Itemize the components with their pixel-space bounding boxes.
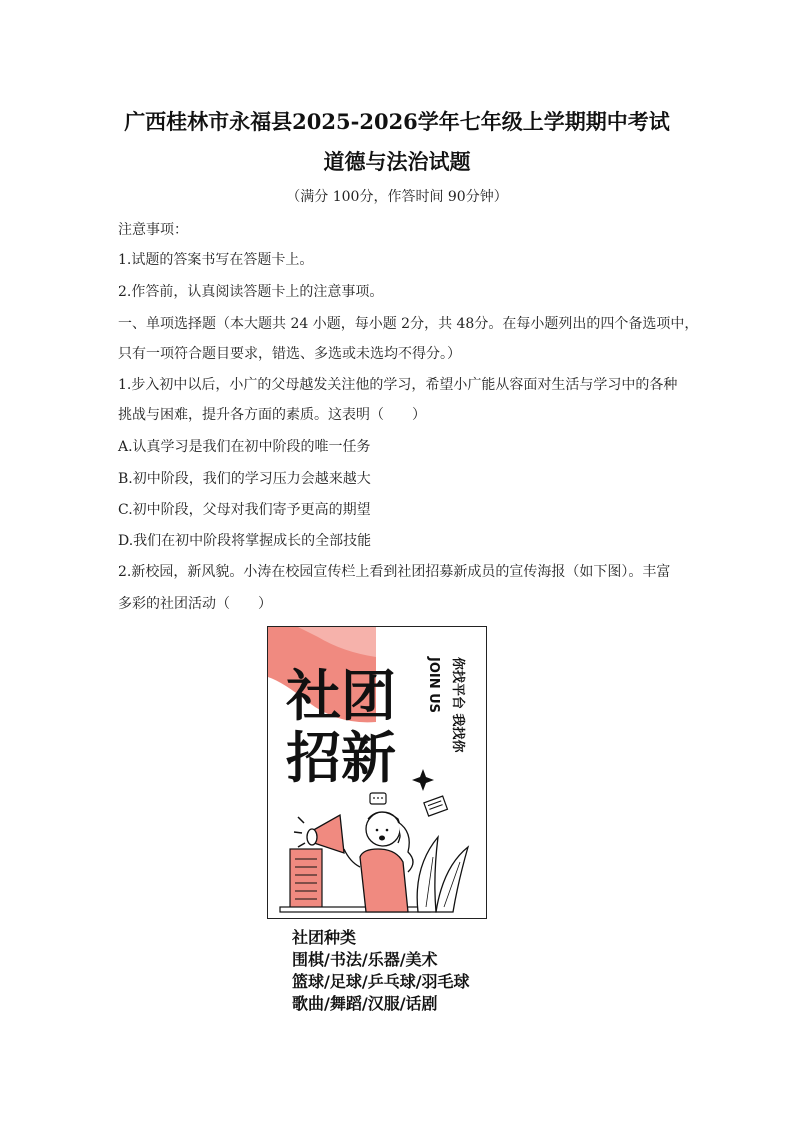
notice-heading: 注意事项： bbox=[118, 222, 188, 238]
poster-side-slogan: 你找平台 我找你 bbox=[450, 657, 465, 753]
section-intro: 一、单项选择题（本大题共 24 小题，每小题 2分，共 48分。在每小题列出的四个备选项中， bbox=[118, 316, 699, 332]
notice-item: 2.作答前，认真阅读答题卡上的注意事项。 bbox=[118, 284, 384, 300]
poster-caption-line: 围棋/书法/乐器/美术 bbox=[292, 950, 438, 969]
poster-caption-line: 篮球/足球/乒乓球/羽毛球 bbox=[292, 972, 470, 991]
exam-subject-title: 道德与法治试题 bbox=[323, 149, 471, 174]
girl-figure bbox=[360, 849, 408, 912]
poster-headline-1: 社团 bbox=[286, 664, 397, 728]
poster-caption-heading: 社团种类 bbox=[292, 928, 357, 947]
option-a: A.认真学习是我们在初中阶段的唯一任务 bbox=[118, 439, 371, 455]
option-d: D.我们在初中阶段将掌握成长的全部技能 bbox=[118, 533, 372, 549]
recruitment-poster bbox=[267, 626, 487, 919]
option-b: B.初中阶段，我们的学习压力会越来越大 bbox=[118, 471, 371, 487]
sparkle-icon bbox=[412, 769, 434, 791]
poster-caption-line: 歌曲/舞蹈/汉服/话剧 bbox=[292, 994, 438, 1013]
plant-leaf bbox=[436, 847, 468, 912]
document-stack bbox=[290, 849, 322, 911]
question-stem: 1.步入初中以后，小广的父母越发关注他的学习，希望小广能从容面对生活与学习中的各种 bbox=[118, 377, 678, 393]
paper-icon bbox=[424, 796, 448, 816]
exam-title: 广西桂林市永福县2025-2026学年七年级上学期期中考试 bbox=[124, 109, 670, 134]
exam-info: （满分 100分，作答时间 90分钟） bbox=[286, 189, 508, 205]
notice-item: 1.试题的答案书写在答题卡上。 bbox=[118, 252, 314, 268]
poster-side-english: JOIN US bbox=[426, 657, 441, 714]
section-intro: 只有一项符合题目要求，错选、多选或未选均不得分。） bbox=[118, 346, 461, 362]
plant-leaf bbox=[417, 837, 438, 912]
poster-headline-2: 招新 bbox=[286, 726, 397, 790]
option-c: C.初中阶段，父母对我们寄予更高的期望 bbox=[118, 502, 371, 518]
question-stem: 挑战与困难，提升各方面的素质。这表明（ ） bbox=[118, 407, 426, 423]
question-stem: 2.新校园，新风貌。小涛在校园宣传栏上看到社团招募新成员的宣传海报（如下图）。丰富 bbox=[118, 564, 671, 580]
poster-illustration bbox=[268, 627, 487, 919]
question-stem: 多彩的社团活动（ ） bbox=[118, 596, 272, 612]
